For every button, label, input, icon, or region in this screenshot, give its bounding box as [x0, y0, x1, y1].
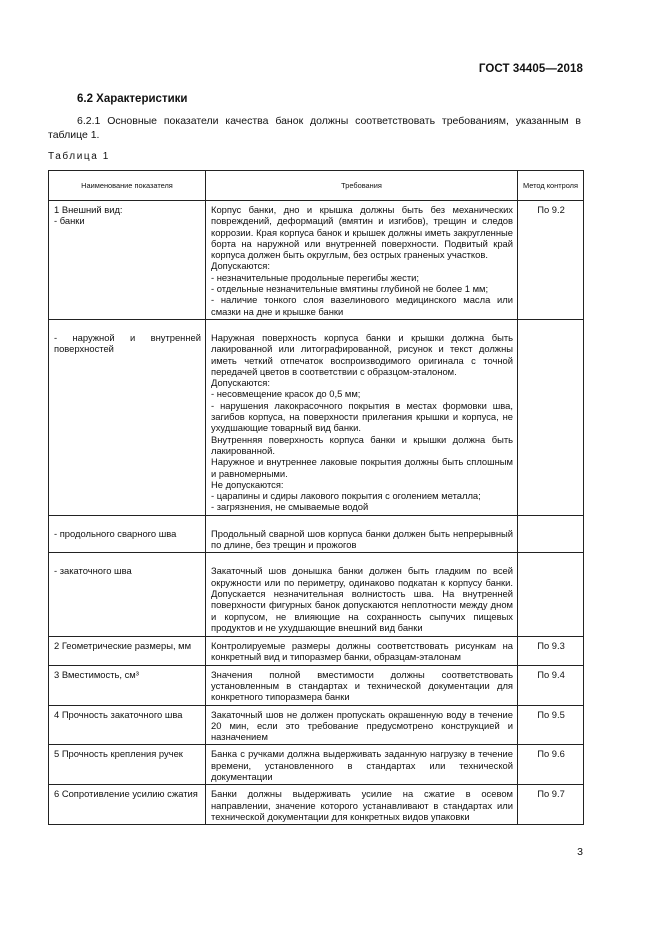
row-name-cell: 1 Внешний вид: - банки	[54, 204, 123, 227]
table-row	[49, 319, 584, 515]
row-name-cell: 4 Прочность закаточного шва	[54, 708, 183, 720]
table-row	[49, 515, 584, 553]
intro-paragraph: 6.2.1 Основные показатели качества банок должны соответствовать требованиям, указанным в таблице 1.	[48, 115, 581, 141]
page-number: 3	[577, 846, 583, 858]
row-requirement-cell: Значения полной вместимости должны соответствовать установленным в стандартах и технической документации для конкретного типоразмера банки	[211, 668, 513, 703]
table-label: Таблица 1	[48, 151, 110, 162]
table-row	[49, 637, 584, 666]
column-header-name: Наименование показателя	[49, 171, 206, 201]
table-row	[49, 665, 584, 705]
row-name-cell: 5 Прочность крепления ручек	[54, 748, 183, 760]
row-requirement-cell: Контролируемые размеры должны соответствовать рисункам на конкретный вид и типоразмер банки, образцам-эталонам	[211, 640, 513, 663]
table-row	[49, 201, 584, 320]
row-name-cell: 2 Геометрические размеры, мм	[54, 640, 192, 652]
section-title: 6.2 Характеристики	[77, 93, 188, 105]
row-requirement-cell: Наружная поверхность корпуса банки и крышки должна быть лакированной или литографированной, рисунок и текст должны иметь четкий отпечаток воспроизводимого оригинала с точной передачей цветов в соответствии с образцом-эталоном. Допускаются: - несовмещение красок до 0,5 мм; - нарушения лакокрасочного покрытия в местах формовки шва, загибов корпуса, на поверхности прилегания крышки и корпуса, не ухудшающие товарный вид банки. Внутренняя поверхность корпуса банки и крышки должна быть лакированной. Наружное и внутреннее лаковые покрытия должны быть сплошным и равномерными. Не допускаются: - царапины и сдиры лакового покрытия с оголением металла; - загрязнения, не смываемые водой	[211, 331, 513, 513]
row-method-cell: По 9.2	[537, 204, 565, 215]
table-row	[49, 785, 584, 825]
row-requirement-cell: Закаточный шов донышка банки должен быть гладким по всей окружности или по периметру, одинаково подкатан к корпусу банки. Допускается незначительная волнистость шва. На внутренней поверхности фигурных банок допускаются неплотности между дном и корпусом, не влияющие на сохранность сыпучих пищевых продуктов и не ухудшающие внешний вид банки	[211, 565, 513, 633]
row-name-cell: 6 Сопротивление усилию сжатия	[54, 788, 198, 800]
row-requirement-cell: Закаточный шов не должен пропускать окрашенную воду в течение 20 мин, если это требование предусмотрено конструкцией и назначением	[211, 708, 513, 743]
table-row	[49, 553, 584, 637]
column-header-requirements: Требования	[206, 171, 518, 201]
row-name-cell: 3 Вместимость, см³	[54, 668, 139, 680]
row-name-cell: - продольного сварного шва	[54, 527, 177, 539]
row-method-cell: По 9.3	[537, 640, 565, 652]
row-name-cell: - закаточного шва	[54, 565, 132, 577]
row-method-cell: По 9.4	[537, 668, 565, 680]
row-requirement-cell: Корпус банки, дно и крышка должны быть без механических повреждений, деформаций (вмятин и изгибов), трещин и следов коррозии. Края корпуса банок и крышек должны иметь закругленные борта на наружной или внутренней поверхности. Подвитый край корпуса должен быть округлым, без острых граненых участков. Допускаются: - незначительные продольные перегибы жести; - отдельные незначительные вмятины глубиной не более 1 мм; - наличие тонкого слоя вазелинового медицинского масла или смазки на дне и крышке банки	[211, 204, 513, 317]
row-method-cell: По 9.7	[537, 788, 565, 800]
row-requirement-cell: Банки должны выдерживать усилие на сжатие в осевом направлении, значение которого устанавливают в стандартах или технической документации для конкретных видов упаковки	[211, 788, 513, 822]
row-method-cell: По 9.5	[537, 708, 565, 720]
table-row	[49, 705, 584, 745]
table-row	[49, 745, 584, 785]
requirements-table	[48, 170, 584, 825]
row-requirement-cell: Банка с ручками должна выдерживать заданную нагрузку в течение времени, установленного в стандартах или технической документации	[211, 748, 513, 783]
column-header-method: Метод контроля	[518, 171, 584, 201]
row-method-cell: По 9.6	[537, 748, 565, 760]
row-requirement-cell: Продольный сварной шов корпуса банки должен быть непрерывный по длине, без трещин и прожогов	[211, 527, 513, 551]
table-header-row	[49, 171, 584, 201]
row-name-cell: - наружной и внутренней поверхностей	[54, 331, 201, 355]
standard-number: ГОСТ 34405—2018	[478, 63, 583, 75]
